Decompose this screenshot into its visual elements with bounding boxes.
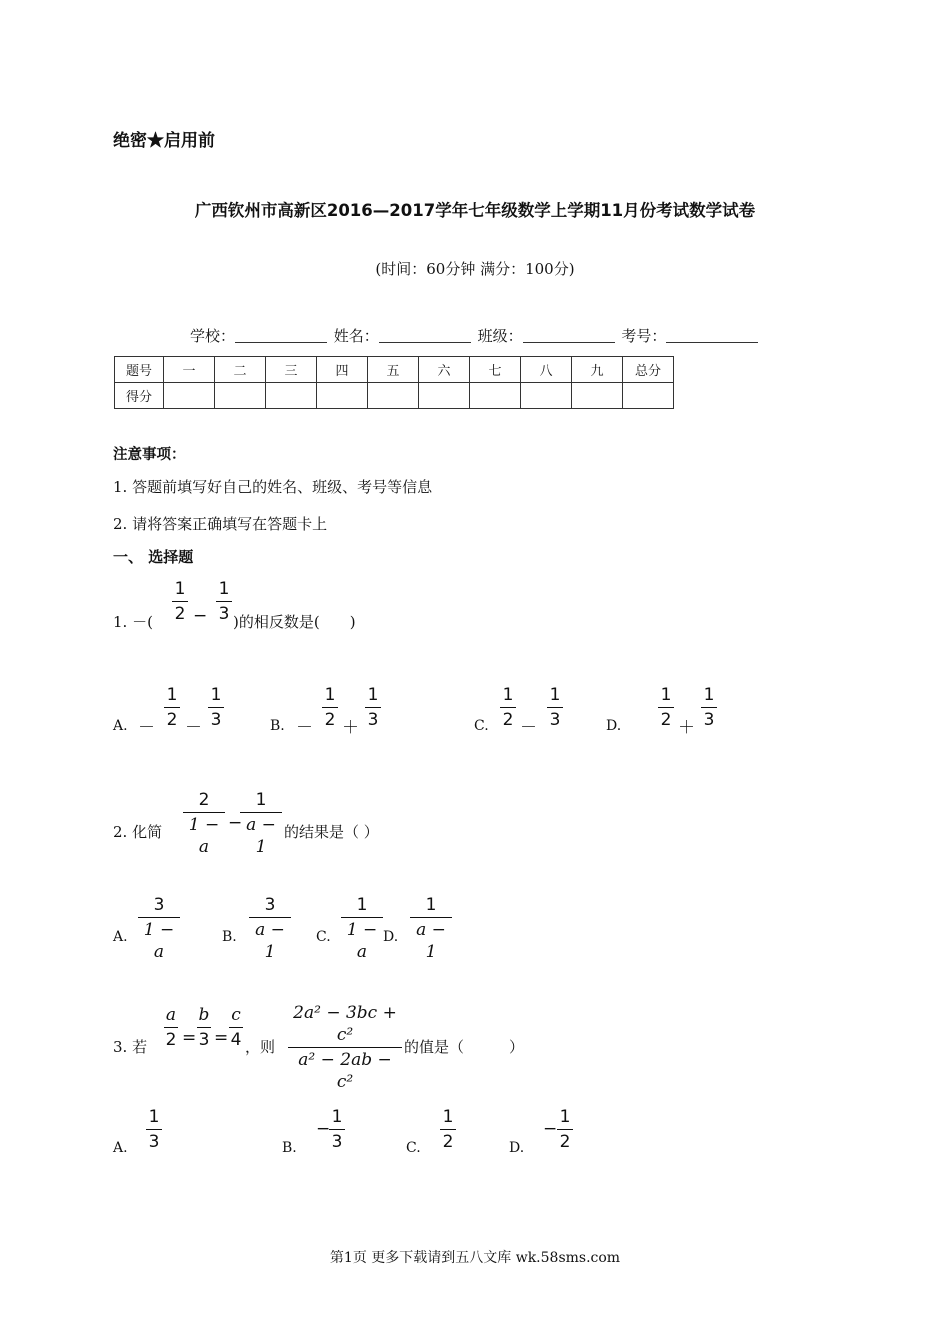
exam-number-blank[interactable] xyxy=(666,328,758,343)
operator: − xyxy=(193,606,208,626)
name-label: 姓名： xyxy=(333,327,379,345)
operator: − xyxy=(543,1119,558,1139)
question-1-prefix: 1. －( xyxy=(113,613,153,631)
question-3-mid: ，则 xyxy=(245,1038,276,1056)
operator: － xyxy=(520,718,537,738)
fraction: 1 a − 1 xyxy=(240,789,282,858)
fraction: 3 1 − a xyxy=(138,894,180,963)
fraction: 1 2 xyxy=(658,684,674,731)
operator: = xyxy=(182,1028,197,1048)
question-2-prefix: 2. 化简 xyxy=(113,823,163,841)
operator: = xyxy=(214,1028,229,1048)
score-cell[interactable] xyxy=(266,383,317,409)
fraction: 1 2 xyxy=(500,684,516,731)
name-blank[interactable] xyxy=(379,328,471,343)
table-cell: 七 xyxy=(470,357,521,383)
fraction: 1 3 xyxy=(329,1106,345,1153)
option-label[interactable]: C. xyxy=(406,1140,421,1156)
option-label[interactable]: A. xyxy=(113,1140,128,1156)
page-footer: 第1页 更多下载请到五八文库 wk.58sms.com xyxy=(329,1250,621,1266)
fraction: a 2 xyxy=(165,1005,177,1050)
table-cell: 二 xyxy=(215,357,266,383)
class-blank[interactable] xyxy=(523,328,615,343)
fraction: 1 2 xyxy=(164,684,180,731)
table-cell: 五 xyxy=(368,357,419,383)
score-cell[interactable] xyxy=(419,383,470,409)
question-3-prefix: 3. 若 xyxy=(113,1038,148,1056)
option-label[interactable]: B. xyxy=(270,718,285,734)
student-info-line xyxy=(190,325,760,346)
school-blank[interactable] xyxy=(235,328,327,343)
score-cell[interactable] xyxy=(623,383,674,409)
operator: － xyxy=(138,718,155,738)
fraction: 1 2 xyxy=(172,578,188,625)
table-cell: 总分 xyxy=(623,357,674,383)
option-label[interactable]: D. xyxy=(606,718,622,734)
table-cell: 六 xyxy=(419,357,470,383)
option-label[interactable]: B. xyxy=(282,1140,297,1156)
option-label[interactable]: C. xyxy=(474,718,489,734)
score-cell[interactable] xyxy=(164,383,215,409)
notes-heading: 注意事项： xyxy=(113,446,186,463)
fraction: b 3 xyxy=(198,1005,210,1050)
table-cell: 一 xyxy=(164,357,215,383)
question-3-suffix: 的值是（ ） xyxy=(404,1038,525,1056)
score-table-header-row xyxy=(115,357,674,383)
class-label: 班级： xyxy=(477,327,523,345)
score-cell[interactable] xyxy=(470,383,521,409)
fraction: 2a² − 3bc + c² a² − 2ab − c² xyxy=(288,1002,402,1093)
option-label[interactable]: A. xyxy=(113,718,128,734)
fraction: 3 a − 1 xyxy=(249,894,291,963)
fraction: 1 2 xyxy=(440,1106,456,1153)
fraction: 2 1 − a xyxy=(183,789,225,858)
time-info: (时间：60分钟 满分：100分) xyxy=(375,260,575,278)
question-2-suffix: 的结果是（ ） xyxy=(284,823,379,841)
score-cell[interactable] xyxy=(368,383,419,409)
fraction: c 4 xyxy=(230,1005,242,1050)
operator: − xyxy=(228,813,243,833)
operator: ＋ xyxy=(342,718,359,738)
score-cell[interactable] xyxy=(521,383,572,409)
score-cell[interactable] xyxy=(317,383,368,409)
score-cell[interactable] xyxy=(572,383,623,409)
table-cell: 九 xyxy=(572,357,623,383)
note-item: 2. 请将答案正确填写在答题卡上 xyxy=(113,515,328,533)
score-cell[interactable] xyxy=(215,383,266,409)
fraction: 1 2 xyxy=(322,684,338,731)
fraction: 1 3 xyxy=(216,578,232,625)
table-cell: 题号 xyxy=(115,357,164,383)
option-label[interactable]: D. xyxy=(509,1140,525,1156)
option-label[interactable]: B. xyxy=(222,929,237,945)
operator: ＋ xyxy=(678,718,695,738)
page-title: 广西钦州市高新区2016—2017学年七年级数学上学期11月份考试数学试卷 xyxy=(194,201,756,220)
fraction: 1 1 − a xyxy=(341,894,383,963)
fraction: 1 3 xyxy=(365,684,381,731)
table-cell: 得分 xyxy=(115,383,164,409)
table-cell: 四 xyxy=(317,357,368,383)
note-item: 1. 答题前填写好自己的姓名、班级、考号等信息 xyxy=(113,478,433,496)
table-cell: 三 xyxy=(266,357,317,383)
score-table-score-row xyxy=(115,383,674,409)
exam-number-label: 考号： xyxy=(621,327,667,345)
fraction: 1 3 xyxy=(701,684,717,731)
operator: − xyxy=(316,1119,331,1139)
table-cell: 八 xyxy=(521,357,572,383)
operator: － xyxy=(296,718,313,738)
fraction: 1 a − 1 xyxy=(410,894,452,963)
question-1-suffix: )的相反数是( ) xyxy=(233,613,356,631)
option-label[interactable]: C. xyxy=(316,929,331,945)
option-label[interactable]: D. xyxy=(383,929,399,945)
option-label[interactable]: A. xyxy=(113,929,128,945)
school-label: 学校： xyxy=(190,327,236,345)
confidential-label: 绝密★启用前 xyxy=(113,131,215,151)
score-table xyxy=(114,356,674,409)
fraction: 1 2 xyxy=(557,1106,573,1153)
fraction: 1 3 xyxy=(146,1106,162,1153)
fraction: 1 3 xyxy=(547,684,563,731)
operator: － xyxy=(185,718,202,738)
section-heading: 一、 选择题 xyxy=(113,548,194,566)
fraction: 1 3 xyxy=(208,684,224,731)
